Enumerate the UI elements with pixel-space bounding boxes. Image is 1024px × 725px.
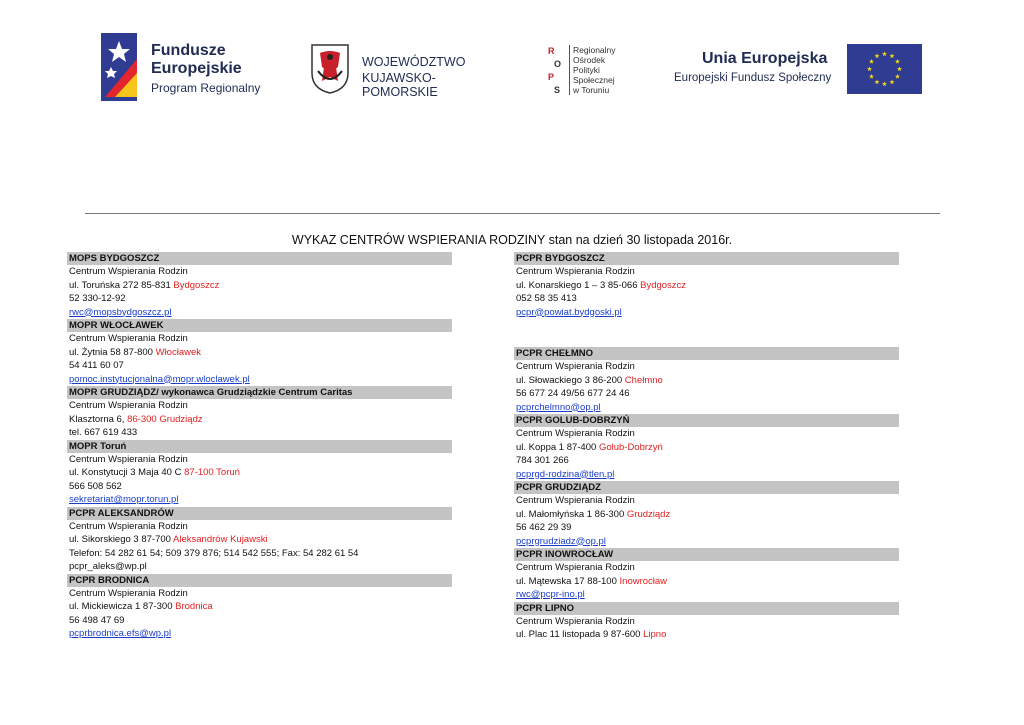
entry-header: PCPR LIPNO (514, 602, 899, 615)
rops-letter: P (548, 72, 555, 82)
entry-header: PCPR GOLUB-DOBRZYŃ (514, 414, 899, 427)
entry-city: Chełmno (624, 374, 663, 386)
entry-email-text: pcpr_aleks@wp.pl (69, 561, 147, 572)
right-column (514, 252, 899, 642)
coat-of-arms-icon (310, 43, 350, 95)
logo-rops (548, 45, 648, 97)
logo-unia-europejska (672, 44, 927, 96)
region-line2: KUJAWSKO-POMORSKIE (362, 71, 438, 99)
entry-header: PCPR GRUDZIĄDZ (514, 481, 899, 494)
rops-letter: O (554, 59, 562, 69)
rops-line: Regionalny (573, 45, 616, 55)
entry-header: PCPR BRODNICA (67, 574, 452, 587)
entry-phone: 566 508 562 (69, 480, 122, 492)
entry-header: PCPR INOWROCŁAW (514, 548, 899, 561)
entry-pcpr-aleksandrow (67, 507, 452, 574)
fe-line2: Europejskie (151, 60, 242, 77)
entry-name: Centrum Wspierania Rodzin (516, 266, 635, 277)
fe-line1: Fundusze (151, 42, 226, 59)
rops-line: Ośrodek (573, 55, 606, 65)
entry-header: PCPR CHEŁMNO (514, 347, 899, 360)
entry-address: ul. Konstytucji 3 Maja 40 C 87-100 Toruń (69, 467, 240, 478)
entry-address: ul. Plac 11 listopada 9 87-600 Lipno (516, 629, 667, 640)
region-line1: WOJEWÓDZTWO (362, 55, 466, 69)
entry-address: ul. Konarskiego 1 – 3 85-066 Bydgoszcz (516, 279, 687, 291)
entry-phone: 56 462 29 39 (516, 522, 572, 533)
entry-email-link[interactable]: pcprgd-rodzina@tlen.pl (516, 468, 615, 480)
fe-flag-icon (101, 33, 137, 101)
entry-phone: 784 301 266 (516, 455, 569, 466)
fe-line3: Program Regionalny (151, 81, 261, 95)
entry-address: ul. Sikorskiego 3 87-700 Aleksandrów Kujawski (69, 534, 268, 545)
entry-email-link[interactable]: rwc@mopsbydgoszcz.pl (69, 306, 172, 318)
entry-phone: 56 677 24 49/56 677 24 46 (516, 388, 630, 399)
entry-mops-bydgoszcz (67, 252, 452, 319)
entry-city: Włocławek (155, 346, 202, 358)
logo-fundusze-europejskie (101, 33, 271, 101)
entry-mopr-grudziadz (67, 386, 452, 440)
entry-email-link[interactable]: pcprbrodnica.efs@wp.pl (69, 628, 172, 639)
rops-line: Polityki (573, 65, 600, 75)
entry-address: ul. Toruńska 272 85-831 Bydgoszcz (69, 279, 220, 291)
entry-pcpr-brodnica (67, 574, 452, 641)
rops-line: w Toruniu (573, 85, 610, 95)
entry-city: Brodnica (175, 601, 213, 612)
entry-address: ul. Mątewska 17 88-100 Inowrocław (516, 575, 668, 587)
entry-city: Aleksandrów Kujawski (173, 534, 268, 545)
entry-name: Centrum Wspierania Rodzin (69, 266, 188, 277)
entry-city: 87-100 Toruń (184, 467, 240, 478)
entry-email-link[interactable]: pomoc.instytucjonalna@mopr.wloclawek.pl (69, 373, 250, 385)
entry-city: Golub-Dobrzyń (598, 441, 663, 453)
entry-address: Klasztorna 6, 86-300 Grudziądz (69, 413, 203, 425)
entry-header: MOPR GRUDZIĄDZ/ wykonawca Grudziądzkie Centrum Caritas (67, 386, 452, 399)
entry-name: Centrum Wspierania Rodzin (516, 615, 635, 627)
entry-header: PCPR BYDGOSZCZ (514, 252, 899, 265)
rops-line: Społecznej (573, 75, 615, 85)
entry-phone: 56 498 47 69 (69, 614, 125, 626)
entry-city: Bydgoszcz (640, 279, 687, 291)
entry-pcpr-bydgoszcz (514, 252, 899, 319)
rops-letter: R (548, 46, 555, 56)
left-column (67, 252, 452, 641)
entry-city: Inowrocław (619, 575, 668, 587)
entry-address: ul. Małomłyńska 1 86-300 Grudziądz (516, 508, 671, 520)
entry-address: ul. Żytnia 58 87-800 Włocławek (69, 346, 202, 358)
document-title: WYKAZ CENTRÓW WSPIERANIA RODZINY stan na dzień 30 listopada 2016r. (291, 233, 733, 247)
entry-name: Centrum Wspierania Rodzin (69, 520, 188, 532)
entry-city: Grudziądz (626, 508, 671, 520)
entry-name: Centrum Wspierania Rodzin (516, 495, 635, 506)
entry-header: MOPR Toruń (67, 440, 452, 453)
entry-name: Centrum Wspierania Rodzin (69, 333, 188, 344)
rops-divider (569, 45, 570, 95)
entry-email-link[interactable]: rwc@pcpr-ino.pl (516, 589, 585, 600)
entry-mopr-torun (67, 440, 452, 507)
entry-phone: 052 58 35 413 (516, 293, 577, 304)
entry-mopr-wloclawek (67, 319, 452, 386)
entry-email-link[interactable]: sekretariat@mopr.torun.pl (69, 494, 179, 505)
entry-header: MOPR WŁOCŁAWEK (67, 319, 452, 332)
eu-flag-icon (847, 44, 922, 94)
entry-name: Centrum Wspierania Rodzin (69, 453, 188, 465)
entry-phone: Telefon: 54 282 61 54; 509 379 876; 514 542 555; Fax: 54 282 61 54 (69, 547, 359, 559)
entry-city: 86-300 Grudziądz (127, 413, 203, 425)
entry-address: ul. Mickiewicza 1 87-300 Brodnica (69, 601, 213, 612)
logo-wojewodztwo (310, 43, 510, 99)
entry-city: Lipno (643, 629, 667, 640)
entry-name: Centrum Wspierania Rodzin (516, 562, 635, 573)
entry-name: Centrum Wspierania Rodzin (69, 587, 188, 599)
ue-line1: Unia Europejska (702, 50, 828, 67)
entry-pcpr-chelmno (514, 347, 899, 414)
entry-header: PCPR ALEKSANDRÓW (67, 507, 452, 520)
entry-name: Centrum Wspierania Rodzin (516, 428, 635, 439)
entry-pcpr-lipno (514, 602, 899, 642)
rops-letter: S (554, 85, 561, 95)
entry-name: Centrum Wspierania Rodzin (516, 361, 635, 372)
entry-phone: 52 330-12-92 (69, 293, 126, 304)
entry-address: ul. Koppa 1 87-400 Golub-Dobrzyń (516, 441, 663, 453)
entry-pcpr-golub-dobrzyn (514, 414, 899, 481)
entry-pcpr-grudziadz (514, 481, 899, 548)
entry-email-link[interactable]: pcprchelmno@op.pl (516, 401, 601, 413)
entry-email-link[interactable]: pcprgrudziadz@op.pl (516, 535, 606, 547)
horizontal-rule (85, 213, 940, 214)
entry-address: ul. Słowackiego 3 86-200 Chełmno (516, 374, 663, 386)
entry-email-link[interactable]: pcpr@powiat.bydgoski.pl (516, 306, 622, 318)
ue-line2: Europejski Fundusz Społeczny (674, 72, 832, 84)
entry-name: Centrum Wspierania Rodzin (69, 400, 188, 411)
entry-phone: tel. 667 619 433 (69, 427, 138, 438)
entry-phone: 54 411 60 07 (69, 360, 124, 371)
entry-header: MOPS BYDGOSZCZ (67, 252, 452, 265)
entry-pcpr-inowroclaw (514, 548, 899, 602)
entry-city: Bydgoszcz (173, 279, 220, 291)
